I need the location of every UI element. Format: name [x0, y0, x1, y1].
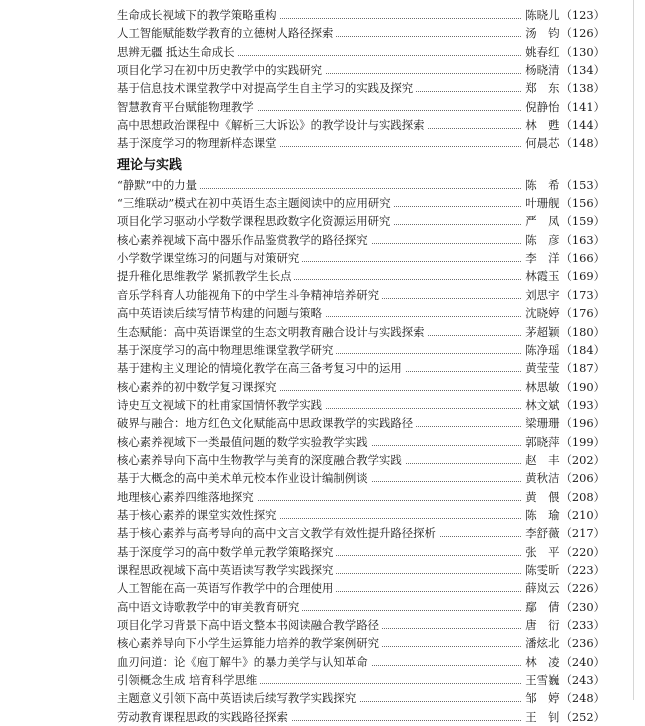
entry-page-number: （199）: [560, 434, 605, 449]
entry-meta: [522, 708, 605, 726]
entry-page-number: （184）: [560, 342, 605, 357]
entry-author: 陈 瑜: [525, 507, 560, 522]
entry-meta: [522, 43, 605, 61]
entry-page-number: （190）: [560, 379, 605, 394]
toc-entry: [117, 231, 605, 249]
entry-author: 沈晓婷: [525, 306, 560, 321]
section-heading: 理论与实践: [117, 157, 183, 173]
toc-entry: [117, 286, 605, 304]
table-of-contents: [117, 6, 605, 726]
entry-author: 叶珊舰: [525, 196, 560, 211]
entry-page-number: （187）: [560, 361, 605, 376]
toc-entry: [117, 212, 605, 230]
entry-author: 林 凌: [525, 654, 560, 669]
entry-meta: [522, 616, 605, 634]
toc-entry: [117, 304, 605, 322]
toc-entry: [117, 79, 605, 97]
entry-title: 提升稚化思维教学 紧抓教学生长点: [117, 267, 294, 285]
entry-title: 核心素养导向下高中生物教学与美育的深度融合教学实践: [117, 451, 405, 469]
toc-entry: [117, 249, 605, 267]
entry-page-number: （130）: [560, 44, 605, 59]
entry-page-number: （252）: [560, 709, 605, 724]
toc-entry: [117, 634, 605, 652]
entry-page-number: （230）: [560, 599, 605, 614]
entry-meta: [522, 378, 605, 396]
entry-title: 核心素养视域下一类最值问题的数学实验教学实践: [117, 433, 371, 451]
toc-entry: [117, 579, 605, 597]
entry-author: 陈雯昕: [525, 562, 560, 577]
entry-title: 核心素养的初中数学复习课探究: [117, 378, 279, 396]
entry-meta: [522, 433, 605, 451]
entry-meta: [522, 634, 605, 652]
entry-page-number: （210）: [560, 507, 605, 522]
entry-meta: [522, 6, 605, 24]
entry-title: 诗史互文视域下的杜甫家国情怀教学实践: [117, 396, 325, 414]
entry-meta: [522, 451, 605, 469]
entry-title: 项目化学习背景下高中语文整本书阅读融合教学路径: [117, 616, 382, 634]
entry-author: 邹 婷: [525, 691, 560, 706]
entry-author: 林思敏: [525, 379, 560, 394]
toc-entry: [117, 561, 605, 579]
entry-meta: [522, 341, 605, 359]
entry-author: 陈 希: [525, 177, 560, 192]
entry-page-number: （173）: [560, 287, 605, 302]
entry-page-number: （166）: [560, 251, 605, 266]
entry-title: 核心素养视域下高中器乐作品鉴赏教学的路径探究: [117, 231, 371, 249]
toc-entry: [117, 543, 605, 561]
toc-entry: [117, 43, 605, 61]
entry-meta: [522, 561, 605, 579]
entry-title: 课程思政视域下高中英语读写教学实践探究: [117, 561, 336, 579]
entry-title: 劳动教育课程思政的实践路径探索: [117, 708, 291, 726]
toc-entry: [117, 61, 605, 79]
entry-title: 破界与融合：地方红色文化赋能高中思政课教学的实践路径: [117, 414, 416, 432]
entry-page-number: （240）: [560, 654, 605, 669]
entry-meta: [522, 469, 605, 487]
entry-author: 陈 彦: [525, 232, 560, 247]
entry-page-number: （236）: [560, 636, 605, 651]
entry-page-number: （176）: [560, 306, 605, 321]
entry-page-number: （138）: [560, 81, 605, 96]
entry-title: 高中思想政治课程中《解析三大诉讼》的教学设计与实践探索: [117, 116, 428, 134]
entry-meta: [522, 689, 605, 707]
entry-title: 地理核心素养四维落地探究: [117, 488, 257, 506]
entry-title: 基于深度学习的物理新样态课堂: [117, 134, 279, 152]
entry-author: 林文斌: [525, 397, 560, 412]
entry-page-number: （193）: [560, 397, 605, 412]
entry-page-number: （206）: [560, 471, 605, 486]
entry-meta: [522, 653, 605, 671]
entry-author: 郑 东: [525, 81, 560, 96]
toc-entry: [117, 359, 605, 377]
entry-author: 茅超颖: [525, 324, 560, 339]
entry-page-number: （156）: [560, 196, 605, 211]
entry-page-number: （134）: [560, 63, 605, 78]
entry-author: 李 洋: [525, 251, 560, 266]
entry-meta: [522, 231, 605, 249]
entry-author: 黄莹莹: [525, 361, 560, 376]
entry-title: 小学数学课堂练习的问题与对策研究: [117, 249, 302, 267]
toc-entry: [117, 506, 605, 524]
entry-title: 主题意义引领下高中英语读后续写教学实践探究: [117, 689, 359, 707]
toc-entry: [117, 488, 605, 506]
entry-title: 生命成长视域下的教学策略重构: [117, 6, 279, 24]
entry-meta: [522, 61, 605, 79]
entry-meta: [522, 79, 605, 97]
page-edge-line: [633, 0, 634, 700]
entry-author: 严 凤: [525, 214, 560, 229]
entry-author: 潘炫北: [525, 636, 560, 651]
entries-section-theory-practice: [117, 176, 605, 726]
toc-entry: [117, 524, 605, 542]
entry-author: 王 钊: [525, 709, 560, 724]
entry-page-number: （217）: [560, 526, 605, 541]
entry-author: 林霞玉: [525, 269, 560, 284]
entry-title: 基于核心素养与高考导向的高中文言文教学有效性提升路径探析: [117, 524, 439, 542]
entry-author: 何晨芯: [525, 136, 560, 151]
entry-meta: [522, 134, 605, 152]
entry-title: 引领概念生成 培育科学思维: [117, 671, 260, 689]
toc-entry: [117, 134, 605, 152]
entry-author: 李舒薇: [525, 526, 560, 541]
entry-meta: [522, 194, 605, 212]
entry-author: 倪静怡: [525, 99, 560, 114]
entry-author: 陈净瑶: [525, 342, 560, 357]
toc-entry: [117, 396, 605, 414]
entry-meta: [522, 414, 605, 432]
entry-title: 项目化学习在初中历史教学中的实践研究: [117, 61, 325, 79]
entry-title: 人工智能赋能数学教育的立德树人路径探索: [117, 24, 336, 42]
entry-meta: [522, 24, 605, 42]
toc-entry: [117, 6, 605, 24]
entry-meta: [522, 212, 605, 230]
entry-title: 音乐学科育人功能视角下的中学生斗争精神培养研究: [117, 286, 382, 304]
entry-meta: [522, 304, 605, 322]
toc-entry: [117, 616, 605, 634]
entry-page-number: （208）: [560, 489, 605, 504]
entry-page-number: （226）: [560, 581, 605, 596]
entry-meta: [522, 286, 605, 304]
entry-author: 鄢 倩: [525, 599, 560, 614]
toc-entry: [117, 116, 605, 134]
entry-meta: [522, 116, 605, 134]
entry-page-number: （144）: [560, 118, 605, 133]
toc-entry: [117, 689, 605, 707]
entry-author: 梁珊珊: [525, 416, 560, 431]
entry-title: 智慧教育平台赋能物理教学: [117, 98, 257, 116]
entry-meta: [522, 249, 605, 267]
entry-author: 陈晓儿: [525, 8, 560, 22]
entry-author: 黄 偎: [525, 489, 560, 504]
entry-author: 黄秋洁: [525, 471, 560, 486]
toc-entry: [117, 469, 605, 487]
entry-title: 血刃问道：论《庖丁解牛》的暴力美学与认知革命: [117, 653, 371, 671]
entry-meta: [522, 506, 605, 524]
entry-title: 核心素养导向下小学生运算能力培养的教学案例研究: [117, 634, 382, 652]
entry-title: 基于深度学习的高中数学单元教学策略探究: [117, 543, 336, 561]
entry-title: 高中英语读后续写情节构建的问题与策略: [117, 304, 325, 322]
entries-before-section: [117, 6, 605, 153]
toc-entry: [117, 598, 605, 616]
entry-page-number: （126）: [560, 26, 605, 41]
entry-page-number: （202）: [560, 452, 605, 467]
toc-entry: [117, 194, 605, 212]
toc-entry: [117, 267, 605, 285]
entry-page-number: （243）: [560, 673, 605, 688]
toc-entry: [117, 341, 605, 359]
entry-title: 人工智能在高一英语写作教学中的合理使用: [117, 579, 336, 597]
entry-author: 唐 衍: [525, 618, 560, 632]
entry-title: “三维联动”模式在初中英语生态主题阅读中的应用研究: [117, 194, 394, 212]
entry-author: 张 平: [525, 544, 560, 559]
entry-meta: [522, 579, 605, 597]
entry-author: 薛岚云: [525, 581, 560, 596]
entry-meta: [522, 176, 605, 194]
toc-entry: [117, 24, 605, 42]
entry-title: 基于深度学习的高中物理思维课堂教学研究: [117, 341, 336, 359]
entry-author: 郭晓萍: [525, 434, 560, 449]
entry-page-number: （163）: [560, 232, 605, 247]
toc-entry: [117, 176, 605, 194]
toc-entry: [117, 671, 605, 689]
entry-title: 基于大概念的高中美术单元校本作业设计编制例谈: [117, 469, 371, 487]
entry-page-number: （169）: [560, 269, 605, 284]
entry-page-number: （248）: [560, 691, 605, 706]
entry-page-number: （220）: [560, 544, 605, 559]
entry-meta: [522, 323, 605, 341]
entry-page-number: （180）: [560, 324, 605, 339]
entry-meta: [522, 488, 605, 506]
entry-meta: [522, 267, 605, 285]
toc-entry: [117, 451, 605, 469]
entry-title: “静默”中的力量: [117, 176, 200, 194]
entry-meta: [522, 396, 605, 414]
entry-author: 杨晓清: [525, 63, 560, 78]
toc-entry: [117, 378, 605, 396]
entry-meta: [522, 543, 605, 561]
entry-title: 生态赋能：高中英语课堂的生态文明教育融合设计与实践探索: [117, 323, 428, 341]
entry-page-number: （196）: [560, 416, 605, 431]
entry-author: 姚春红: [525, 44, 560, 59]
entry-page-number: （141）: [560, 99, 605, 114]
toc-entry: [117, 414, 605, 432]
entry-page-number: （153）: [560, 177, 605, 192]
entry-page-number: （159）: [560, 214, 605, 229]
toc-entry: [117, 708, 605, 726]
entry-author: 刘思宇: [525, 287, 560, 302]
entry-page-number: （223）: [560, 562, 605, 577]
entry-title: 高中语文诗歌教学中的审美教育研究: [117, 598, 302, 616]
entry-author: 汤 钧: [525, 26, 560, 41]
entry-meta: [522, 598, 605, 616]
entry-title: 项目化学习驱动小学数学课程思政数字化资源运用研究: [117, 212, 393, 230]
entry-author: 王雪巍: [525, 673, 560, 688]
toc-entry: [117, 653, 605, 671]
entry-page-number: （233）: [560, 618, 605, 632]
entry-page-number: （123）: [560, 8, 605, 22]
toc-entry: [117, 98, 605, 116]
entry-title: 基于核心素养的课堂实效性探究: [117, 506, 279, 524]
toc-entry: [117, 433, 605, 451]
toc-entry: [117, 323, 605, 341]
entry-meta: [522, 359, 605, 377]
entry-meta: [522, 524, 605, 542]
entry-author: 林 甦: [525, 118, 560, 133]
entry-author: 赵 丰: [525, 452, 560, 467]
entry-page-number: （148）: [560, 136, 605, 151]
entry-meta: [522, 671, 605, 689]
entry-title: 基于建构主义理论的情境化教学在高三备考复习中的运用: [117, 359, 405, 377]
entry-title: 思辨无疆 抵达生命成长: [117, 43, 238, 61]
entry-title: 基于信息技术课堂教学中对提高学生自主学习的实践及探究: [117, 79, 416, 97]
entry-meta: [522, 98, 605, 116]
